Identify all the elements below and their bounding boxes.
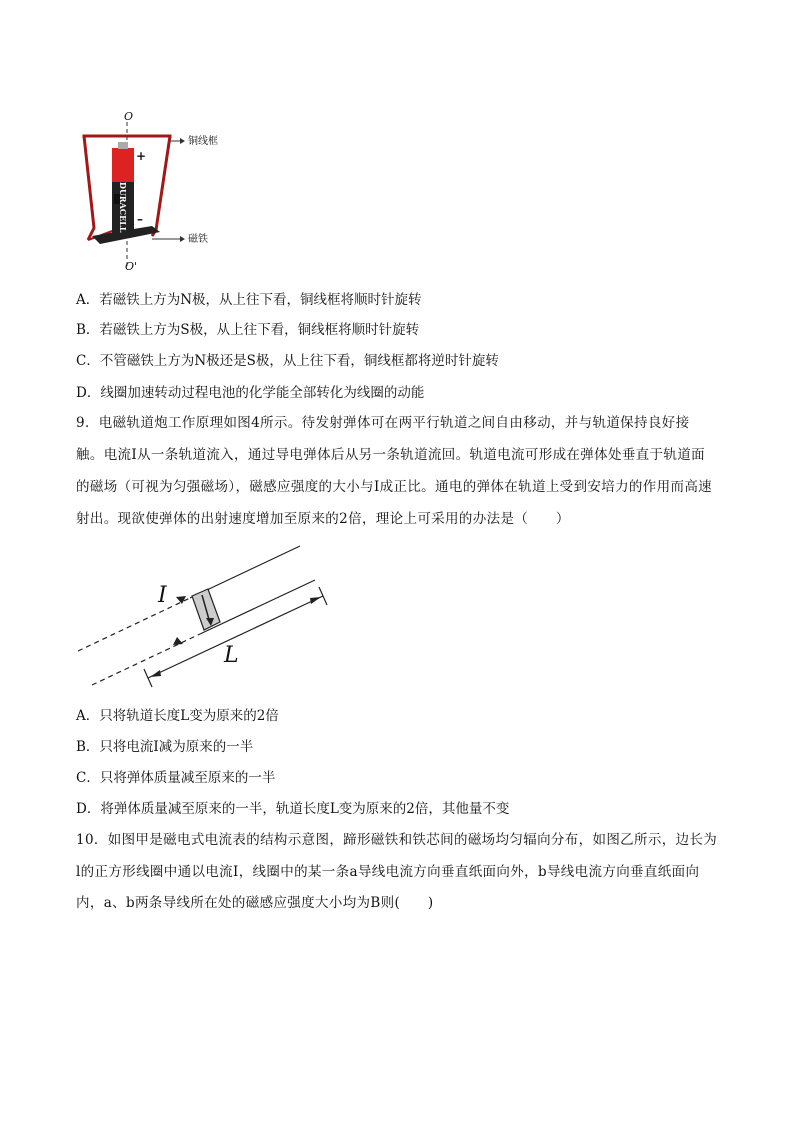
q8-option-d: D．线圈加速转动过程电池的化学能全部转化为线圈的动能 — [76, 385, 425, 401]
axis-top-label: O — [124, 110, 134, 123]
copper-frame-label: 铜线框 — [188, 136, 218, 147]
length-label: L — [224, 643, 239, 668]
q9-option-d: D．将弹体质量减至原来的一半，轨道长度L变为原来的2倍，其他量不变 — [76, 801, 510, 817]
battery-plus-label: + — [136, 149, 147, 163]
rail-gun-figure — [70, 538, 340, 688]
q9-stem-line-1: 9．电磁轨道炮工作原理如图4所示。待发射弹体可在两平行轨道之间自由移动，并与轨道保持良好接 — [76, 415, 690, 431]
q10-stem-line-2: l的正方形线圈中通以电流I，线圈中的某一条a导线电流方向垂直纸面向外，b导线电流方向垂直纸面向 — [76, 864, 700, 880]
q9-option-a: A．只将轨道长度L变为原来的2倍 — [76, 708, 279, 724]
q9-option-b: B．只将电流I减为原来的一半 — [76, 739, 254, 755]
current-label: I — [158, 583, 167, 608]
axis-bottom-label: O' — [125, 260, 138, 273]
homopolar-motor-figure — [70, 108, 240, 273]
q8-option-b: B．若磁铁上方为S极，从上往下看，铜线框将顺时针旋转 — [76, 322, 420, 338]
q8-option-c: C．不管磁铁上方为N极还是S极，从上往下看，铜线框都将逆时针旋转 — [76, 353, 499, 369]
q10-stem-line-3: 内，a、b两条导线所在处的磁感应强度大小均为B则( ) — [76, 895, 434, 911]
q9-stem-line-4: 射出。现欲使弹体的出射速度增加至原来的2倍，理论上可采用的办法是（ ） — [76, 511, 570, 527]
magnet-label: 磁铁 — [188, 234, 208, 245]
q9-option-c: C．只将弹体质量减至原来的一半 — [76, 770, 276, 786]
battery-brand-label: DURACELL — [118, 182, 128, 233]
q9-stem-line-2: 触。电流I从一条轨道流入，通过导电弹体后从另一条轨道流回。轨道电流可形成在弹体处垂直于轨道面 — [76, 447, 705, 463]
q10-stem-line-1: 10．如图甲是磁电式电流表的结构示意图，蹄形磁铁和铁芯间的磁场均匀辐向分布，如图乙所示，边长为 — [76, 832, 718, 848]
q8-option-a: A．若磁铁上方为N极，从上往下看，铜线框将顺时针旋转 — [76, 292, 422, 308]
battery-minus-label: – — [137, 212, 143, 226]
q9-stem-line-3: 的磁场（可视为匀强磁场），磁感应强度的大小与I成正比。通电的弹体在轨道上受到安培力的作用而高速 — [76, 479, 713, 495]
